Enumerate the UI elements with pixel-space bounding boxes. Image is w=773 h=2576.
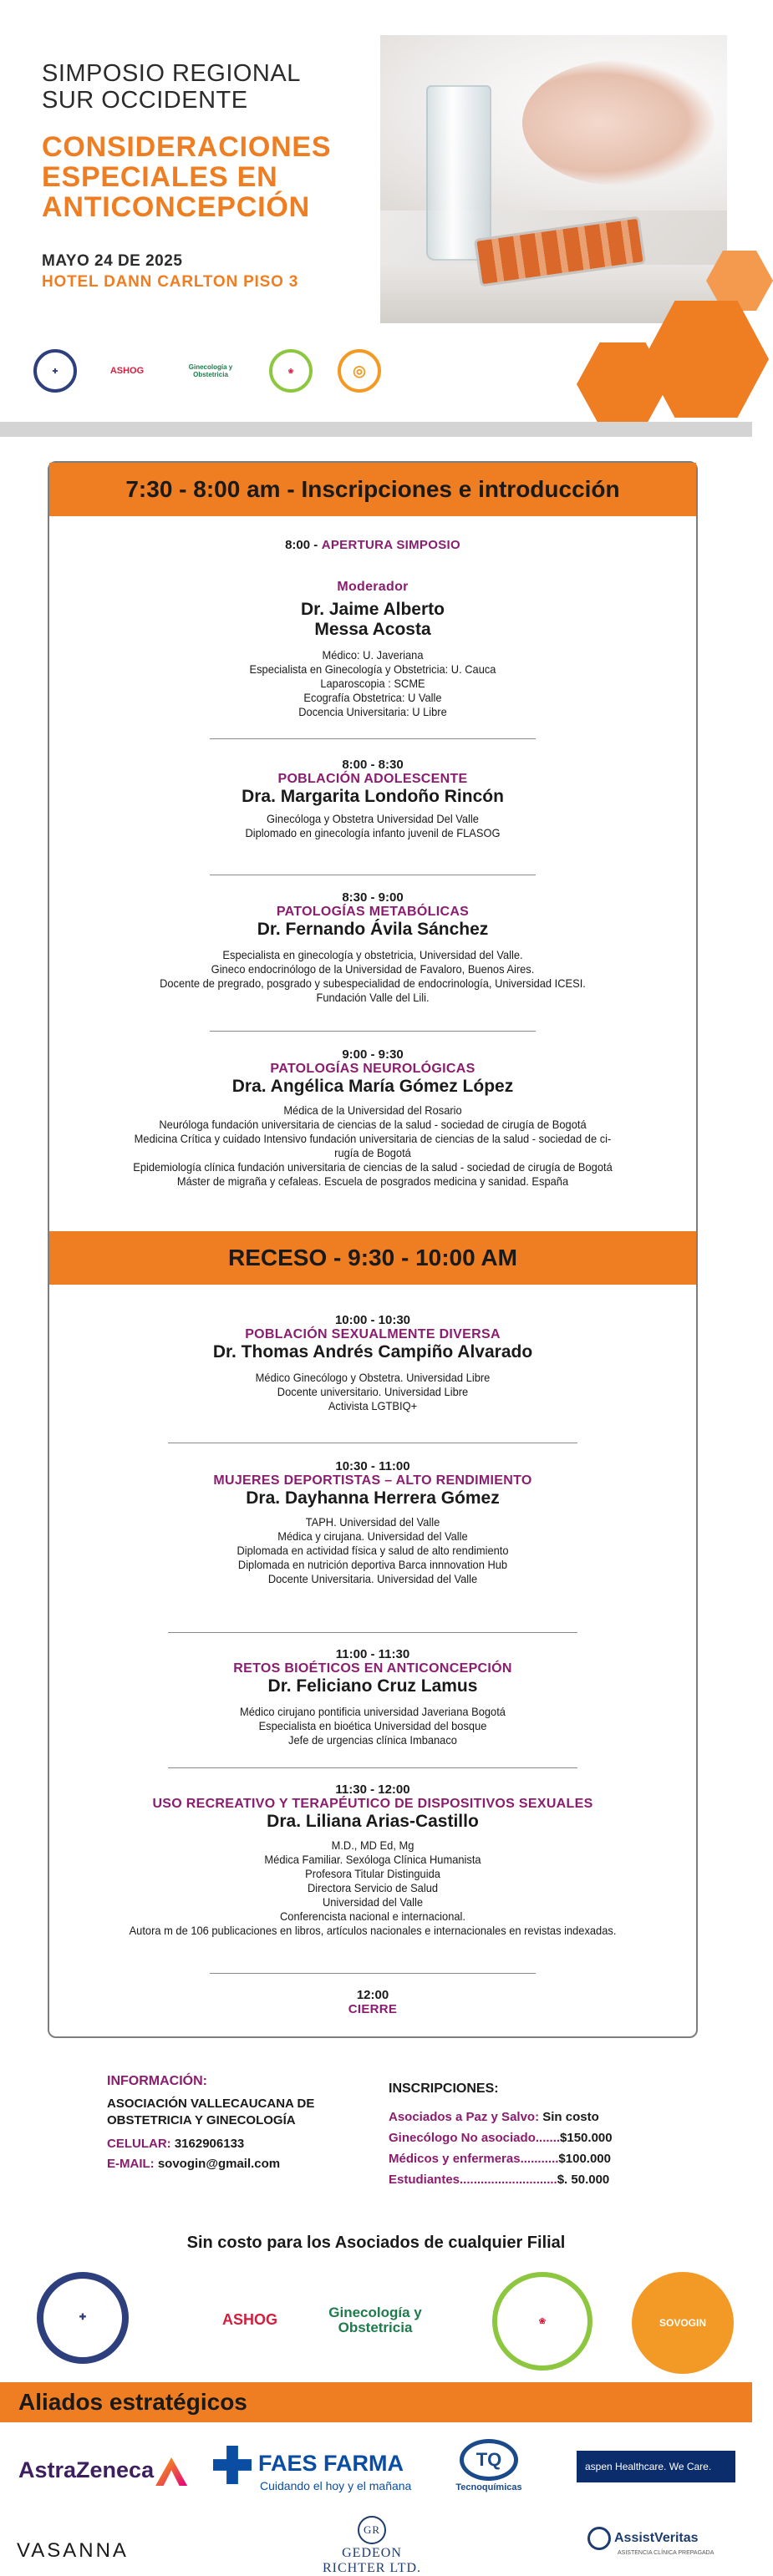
gedeon-emblem-icon: GR	[358, 2516, 386, 2544]
session-topic: APERTURA SIMPOSIO	[321, 538, 460, 552]
speaker-detail: Fundación Valle del Lili.	[316, 991, 430, 1004]
faes-wordmark: FAES FARMA	[258, 2451, 404, 2477]
gedeon-richter-logo	[313, 2516, 430, 2576]
session-topic: PATOLOGÍAS NEUROLÓGICAS	[270, 1062, 475, 1076]
price-value: $. 50.000	[557, 2173, 610, 2187]
astrazeneca-swirl-icon	[155, 2457, 187, 2486]
session-time: 11:30 - 12:00	[335, 1782, 410, 1797]
speaker-detail: M.D., MD Ed, Mg	[331, 1838, 414, 1852]
speaker-detail: Máster de migraña y cefaleas. Escuela de posgrados medicina y sanidad. España	[176, 1174, 569, 1188]
session-time: 8:00 -	[285, 538, 318, 552]
session-block	[49, 1647, 696, 1747]
session-topic: USO RECREATIVO Y TERAPÉUTICO DE DISPOSITIVOS SEXUALES	[152, 1797, 593, 1811]
speaker-detail: rugía de Bogotá	[334, 1146, 411, 1159]
session-topic: POBLACIÓN SEXUALMENTE DIVERSA	[245, 1327, 501, 1341]
assist-wordmark: AssistVeritas	[614, 2531, 699, 2546]
session-time: 8:30 - 9:00	[342, 890, 404, 905]
speaker-name: Dr. Jaime Alberto	[301, 600, 445, 619]
program-panel	[48, 461, 698, 2038]
session-time: 12:00	[356, 1988, 389, 2002]
faes-tagline: Cuidando el hoy y el mañana	[260, 2479, 412, 2492]
hero-image	[380, 35, 727, 323]
header-text-block	[42, 60, 393, 222]
assist-veritas-logo	[587, 2527, 714, 2556]
header-logo-row	[33, 349, 381, 393]
territorios-logo: ❀	[492, 2272, 592, 2371]
email-label: E-MAIL:	[107, 2157, 155, 2171]
contact-info	[107, 2074, 383, 2174]
sovogin-logo: ◎	[338, 349, 381, 393]
org-name: ASOCIACIÓN VALLECAUCANA DE	[107, 2097, 315, 2111]
speaker-detail: Conferencista nacional e internacional.	[280, 1909, 465, 1923]
speaker-detail: Jefe de urgencias clínica Imbanaco	[288, 1733, 457, 1747]
separator-line	[168, 1767, 577, 1768]
session-time: 9:00 - 9:30	[342, 1047, 404, 1062]
tecnoquimicas-logo	[451, 2439, 526, 2492]
water-glass-shape	[426, 85, 491, 261]
session-time: 10:30 - 11:00	[335, 1459, 410, 1473]
speaker-detail: Docente Universitaria. Universidad del Valle	[267, 1572, 478, 1585]
separator-line	[210, 738, 536, 739]
speaker-detail: Ecografía Obstetrica: U Valle	[303, 691, 442, 704]
partner-logo-row	[37, 2272, 722, 2374]
speaker-detail: Medicina Crítica y cuidado Intensivo fundación universitaria de ciencias de la salud - sociedad de ci-	[134, 1132, 612, 1145]
speaker-detail: Docente universitario. Universidad Libre	[277, 1385, 469, 1398]
moderator-block	[49, 580, 696, 719]
session-block	[49, 1782, 696, 1938]
speaker-detail: Directora Servicio de Salud	[307, 1881, 439, 1894]
speaker-name: Dra. Angélica María Gómez López	[231, 1077, 514, 1096]
speaker-name: Dr. Fernando Ávila Sánchez	[257, 920, 489, 939]
speaker-detail: Médica y cirujana. Universidad del Valle	[277, 1529, 468, 1543]
speaker-detail: Médica Familiar. Sexóloga Clínica Humanista	[264, 1853, 481, 1866]
speaker-detail: Especialista en Ginecología y Obstetricia: U. Cauca	[249, 662, 496, 676]
phone-row	[107, 2134, 383, 2154]
astrazeneca-wordmark: AstraZeneca	[18, 2457, 155, 2483]
event-title	[42, 132, 393, 222]
contact-label: INFORMACIÓN:	[107, 2074, 207, 2088]
price-category: Ginecólogo No asociado.......	[389, 2131, 561, 2145]
session-topic: CIERRE	[348, 2002, 398, 2016]
territorios-logo: ❀	[269, 349, 313, 393]
phone-label: CELULAR:	[107, 2137, 171, 2151]
gedeon-wordmark: GEDEON RICHTER LTD.	[322, 2546, 422, 2575]
speaker-name: Dr. Thomas Andrés Campiño Alvarado	[212, 1342, 533, 1362]
speaker-detail: Ginecóloga y Obstetra Universidad Del Valle	[267, 812, 479, 825]
faes-farma-logo	[213, 2446, 411, 2492]
speaker-detail: Gineco endocrinólogo de la Universidad de Favaloro, Buenos Aires.	[211, 962, 535, 976]
break-band: RECESO - 9:30 - 10:00 AM	[49, 1231, 696, 1285]
price-category: Médicos y enfermeras...........	[389, 2152, 559, 2166]
assist-circle-icon	[587, 2527, 611, 2550]
session-block	[49, 1459, 696, 1586]
federacion-ginecologia-logo: Ginecología y Obstetricia	[177, 349, 244, 393]
speaker-detail: Médico cirujano pontificia universidad Javeriana Bogotá	[240, 1705, 506, 1718]
sleeping-woman-shape	[522, 60, 715, 185]
aspen-logo: aspen Healthcare. We Care.	[577, 2451, 735, 2482]
session-block	[49, 890, 696, 1005]
event-venue: HOTEL DANN CARLTON PISO 3	[42, 273, 299, 291]
tecnoquimicas-wordmark: Tecnoquímicas	[455, 2482, 522, 2492]
event-date: MAYO 24 DE 2025	[42, 252, 183, 270]
session-topic: MUJERES DEPORTISTAS – ALTO RENDIMIENTO	[213, 1473, 532, 1488]
speaker-detail: TAPH. Universidad del Valle	[305, 1515, 440, 1529]
session-time: 11:00 - 11:30	[335, 1647, 410, 1661]
speaker-detail: Médico: U. Javeriana	[322, 648, 424, 662]
tq-icon: TQ	[460, 2439, 518, 2481]
session-topic: POBLACIÓN ADOLESCENTE	[277, 772, 468, 786]
moderator-label: Moderador	[337, 580, 409, 594]
registration-label: INSCRIPCIONES:	[389, 2082, 499, 2096]
session-topic: PATOLOGÍAS METABÓLICAS	[276, 905, 470, 919]
session-topic: RETOS BIOÉTICOS EN ANTICONCEPCIÓN	[233, 1661, 512, 1676]
speaker-detail: Docencia Universitaria: U Libre	[298, 705, 447, 718]
federacion-ginecologia-logo: Ginecología y Obstetricia	[328, 2304, 422, 2335]
price-row	[389, 2127, 673, 2148]
speaker-detail: Epidemiología clínica fundación universitaria de ciencias de la salud - sociedad de cirugía de Bogotá	[133, 1160, 613, 1174]
speaker-detail: Médico Ginecólogo y Obstetra. Universidad Libre	[255, 1371, 491, 1384]
ashog-logo: ASHOG	[221, 2311, 277, 2328]
event-title-line: ESPECIALES EN	[42, 161, 278, 193]
header-line-2: SUR OCCIDENTE	[42, 87, 248, 114]
speaker-detail: Autora m de 106 publicaciones en libros, artículos nacionales e internacionales en revistas indexadas.	[129, 1924, 617, 1937]
speaker-detail: Diplomada en actividad física y salud de alto rendimiento	[236, 1544, 509, 1557]
separator-line	[210, 1031, 536, 1032]
separator-line	[210, 1973, 536, 1974]
price-category: Estudiantes............................	[389, 2173, 557, 2187]
session-block	[49, 1047, 696, 1189]
email-link[interactable]: sovogin@gmail.com	[157, 2157, 281, 2171]
speaker-detail: Especialista en bioética Universidad del bosque	[258, 1719, 487, 1732]
speaker-detail: Activista LGTBIQ+	[328, 1399, 418, 1412]
speaker-name: Dra. Liliana Arias-Castillo	[267, 1812, 479, 1831]
price-value: $150.000	[560, 2131, 613, 2145]
header-line-1: SIMPOSIO REGIONAL	[42, 60, 301, 87]
speaker-detail: Profesora Titular Distinguida	[305, 1867, 440, 1880]
ashog-logo: ASHOG	[102, 349, 152, 393]
price-row	[389, 2107, 673, 2127]
no-cost-notice: Sin costo para los Asociados de cualquier Filial	[186, 2234, 566, 2252]
speaker-detail: Diplomado en ginecología infanto juvenil de FLASOG	[245, 826, 501, 839]
speaker-detail: Especialista en ginecología y obstetricia, Universidad del Valle.	[222, 948, 523, 961]
session-time: 10:00 - 10:30	[334, 1313, 411, 1327]
asociacion-vallecaucana-logo: ✚	[37, 2272, 129, 2364]
price-value: Sin costo	[539, 2110, 599, 2124]
session-block	[49, 1313, 696, 1413]
speaker-detail: Universidad del Valle	[322, 1895, 424, 1909]
speaker-name: Dra. Dayhanna Herrera Gómez	[246, 1488, 500, 1508]
speaker-name: Messa Acosta	[314, 620, 431, 639]
org-name: OBSTETRICIA Y GINECOLOGÍA	[107, 2113, 296, 2127]
astrazeneca-logo	[18, 2457, 187, 2486]
price-value: $100.000	[558, 2152, 611, 2166]
separator-line	[168, 1632, 577, 1633]
phone-number[interactable]: 3162906133	[174, 2137, 245, 2151]
speaker-detail: Laparoscopia : SCME	[320, 677, 425, 690]
opening-session	[49, 538, 696, 553]
sovogin-logo: SOVOGIN	[632, 2272, 734, 2374]
speaker-detail: Médica de la Universidad del Rosario	[283, 1103, 462, 1117]
registration-info	[389, 2082, 673, 2190]
assist-tagline: ASISTENCIA CLÍNICA PREPAGADA	[618, 2550, 715, 2556]
asociacion-vallecaucana-logo: ✚	[33, 349, 77, 393]
speaker-name: Dra. Margarita Londoño Rincón	[242, 787, 504, 806]
speaker-detail: Docente de pregrado, posgrado y subespecialidad de endocrinología, Universidad ICESI.	[160, 976, 586, 990]
closing-block	[49, 1988, 696, 2016]
event-header	[0, 0, 752, 422]
speaker-detail: Neuróloga fundación universitaria de ciencias de la salud - sociedad de cirugía de Bogotá	[159, 1118, 587, 1131]
session-time: 8:00 - 8:30	[342, 758, 404, 772]
allies-band: Aliados estratégicos	[0, 2382, 752, 2422]
divider-bar	[0, 422, 752, 437]
speaker-detail: Diplomada en nutrición deportiva Barca innnovation Hub	[237, 1558, 508, 1571]
speaker-name: Dr. Feliciano Cruz Lamus	[267, 1676, 478, 1696]
email-row	[107, 2154, 383, 2174]
faes-cross-icon	[213, 2446, 252, 2484]
price-row	[389, 2169, 673, 2190]
event-title-line: ANTICONCEPCIÓN	[42, 191, 310, 223]
price-row	[389, 2148, 673, 2169]
vasanna-logo: VASANNA	[17, 2539, 129, 2562]
event-title-line: CONSIDERACIONES	[42, 131, 332, 163]
price-category: Asociados a Paz y Salvo:	[389, 2110, 540, 2124]
registration-band: 7:30 - 8:00 am - Inscripciones e introducción	[49, 463, 696, 516]
session-block	[49, 758, 696, 840]
